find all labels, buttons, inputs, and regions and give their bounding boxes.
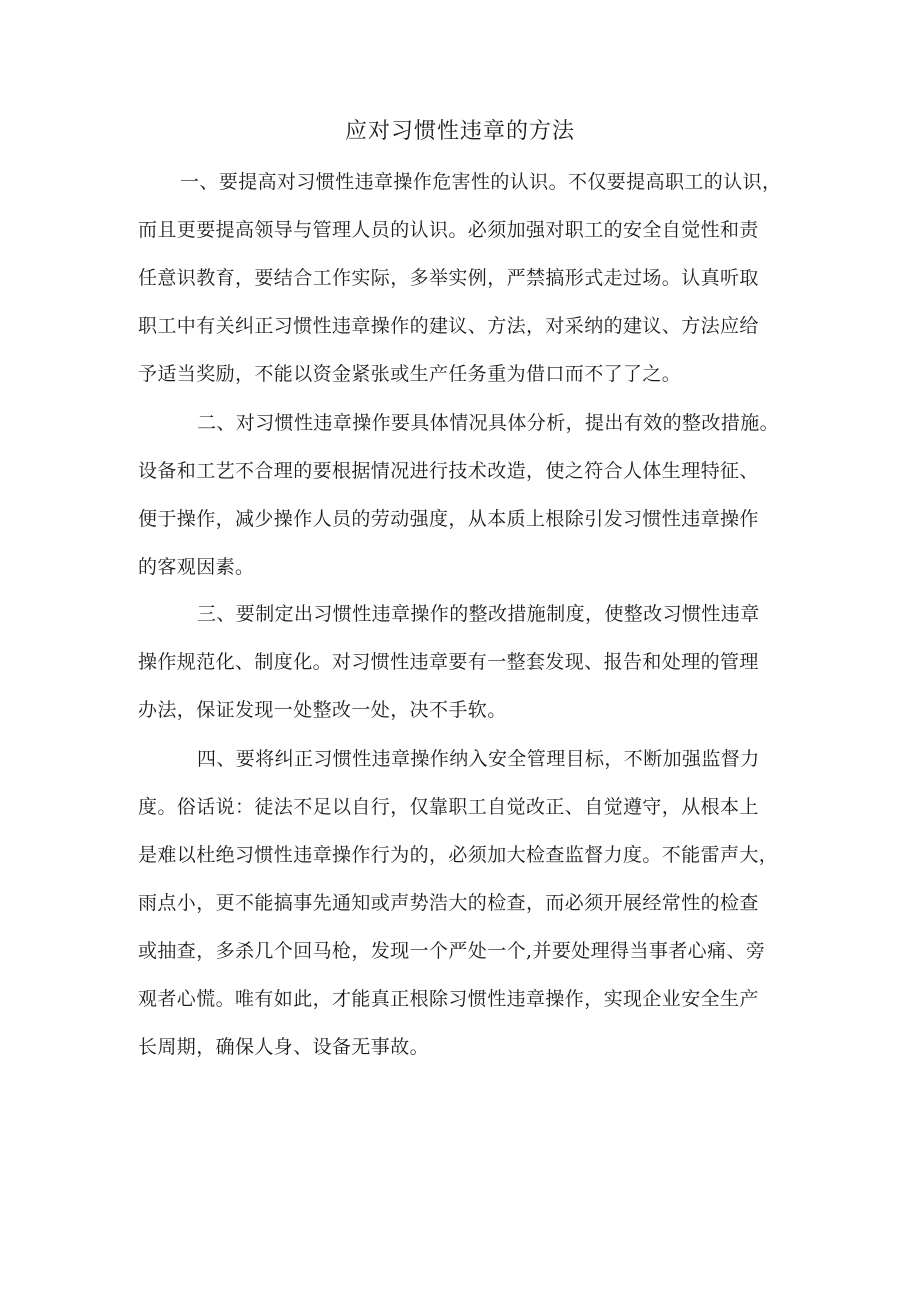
paragraph-4-line-2: 度。俗话说：徒法不足以自行，仅靠职工自觉改正、自觉遵守，从根本上 bbox=[138, 796, 759, 818]
paragraph-1-line-5: 予适当奖励，不能以资金紧张或生产任务重为借口而不了了之。 bbox=[138, 363, 682, 385]
paragraph-3-line-2: 操作规范化、制度化。对习惯性违章要有一整套发现、报告和处理的管理 bbox=[138, 651, 759, 673]
paragraph-1-line-1: 一、要提高对习惯性违章操作危害性的认识。不仅要提高职工的认识， bbox=[180, 171, 782, 193]
paragraph-4-line-1: 四、要将纠正习惯性违章操作纳入安全管理目标，不断加强监督力 bbox=[197, 748, 760, 770]
paragraph-1-line-3: 任意识教育，要结合工作实际，多举实例，严禁搞形式走过场。认真听取 bbox=[138, 267, 759, 289]
paragraph-3-line-3: 办法，保证发现一处整改一处，决不手软。 bbox=[138, 699, 507, 721]
paragraph-4-line-6: 观者心慌。唯有如此，才能真正根除习惯性违章操作，实现企业安全生产 bbox=[138, 988, 759, 1010]
paragraph-2-line-4: 的客观因素。 bbox=[138, 556, 255, 578]
paragraph-2-line-2: 设备和工艺不合理的要根据情况进行技术改造，使之符合人体生理特征、 bbox=[138, 460, 759, 482]
paragraph-1-line-4: 职工中有关纠正习惯性违章操作的建议、方法，对采纳的建议、方法应给 bbox=[138, 315, 759, 337]
paragraph-1-line-2: 而且更要提高领导与管理人员的认识。必须加强对职工的安全自觉性和责 bbox=[138, 219, 759, 241]
document-title: 应对习惯性违章的方法 bbox=[344, 119, 575, 144]
paragraph-2-line-3: 便于操作，减少操作人员的劳动强度，从本质上根除引发习惯性违章操作 bbox=[138, 508, 759, 530]
paragraph-2-line-1: 二、对习惯性违章操作要具体情况具体分析，提出有效的整改措施。 bbox=[197, 412, 780, 434]
paragraph-4-line-4: 雨点小，更不能搞事先通知或声势浩大的检查，而必须开展经常性的检查 bbox=[138, 892, 759, 914]
paragraph-4-line-7: 长周期，确保人身、设备无事故。 bbox=[138, 1036, 430, 1058]
paragraph-4-line-5: 或抽查，多杀几个回马枪，发现一个严处一个,并要处理得当事者心痛、旁 bbox=[138, 940, 766, 962]
paragraph-3-line-1: 三、要制定出习惯性违章操作的整改措施制度，使整改习惯性违章 bbox=[197, 603, 760, 625]
paragraph-4-line-3: 是难以杜绝习惯性违章操作行为的，必须加大检查监督力度。不能雷声大， bbox=[138, 844, 779, 866]
